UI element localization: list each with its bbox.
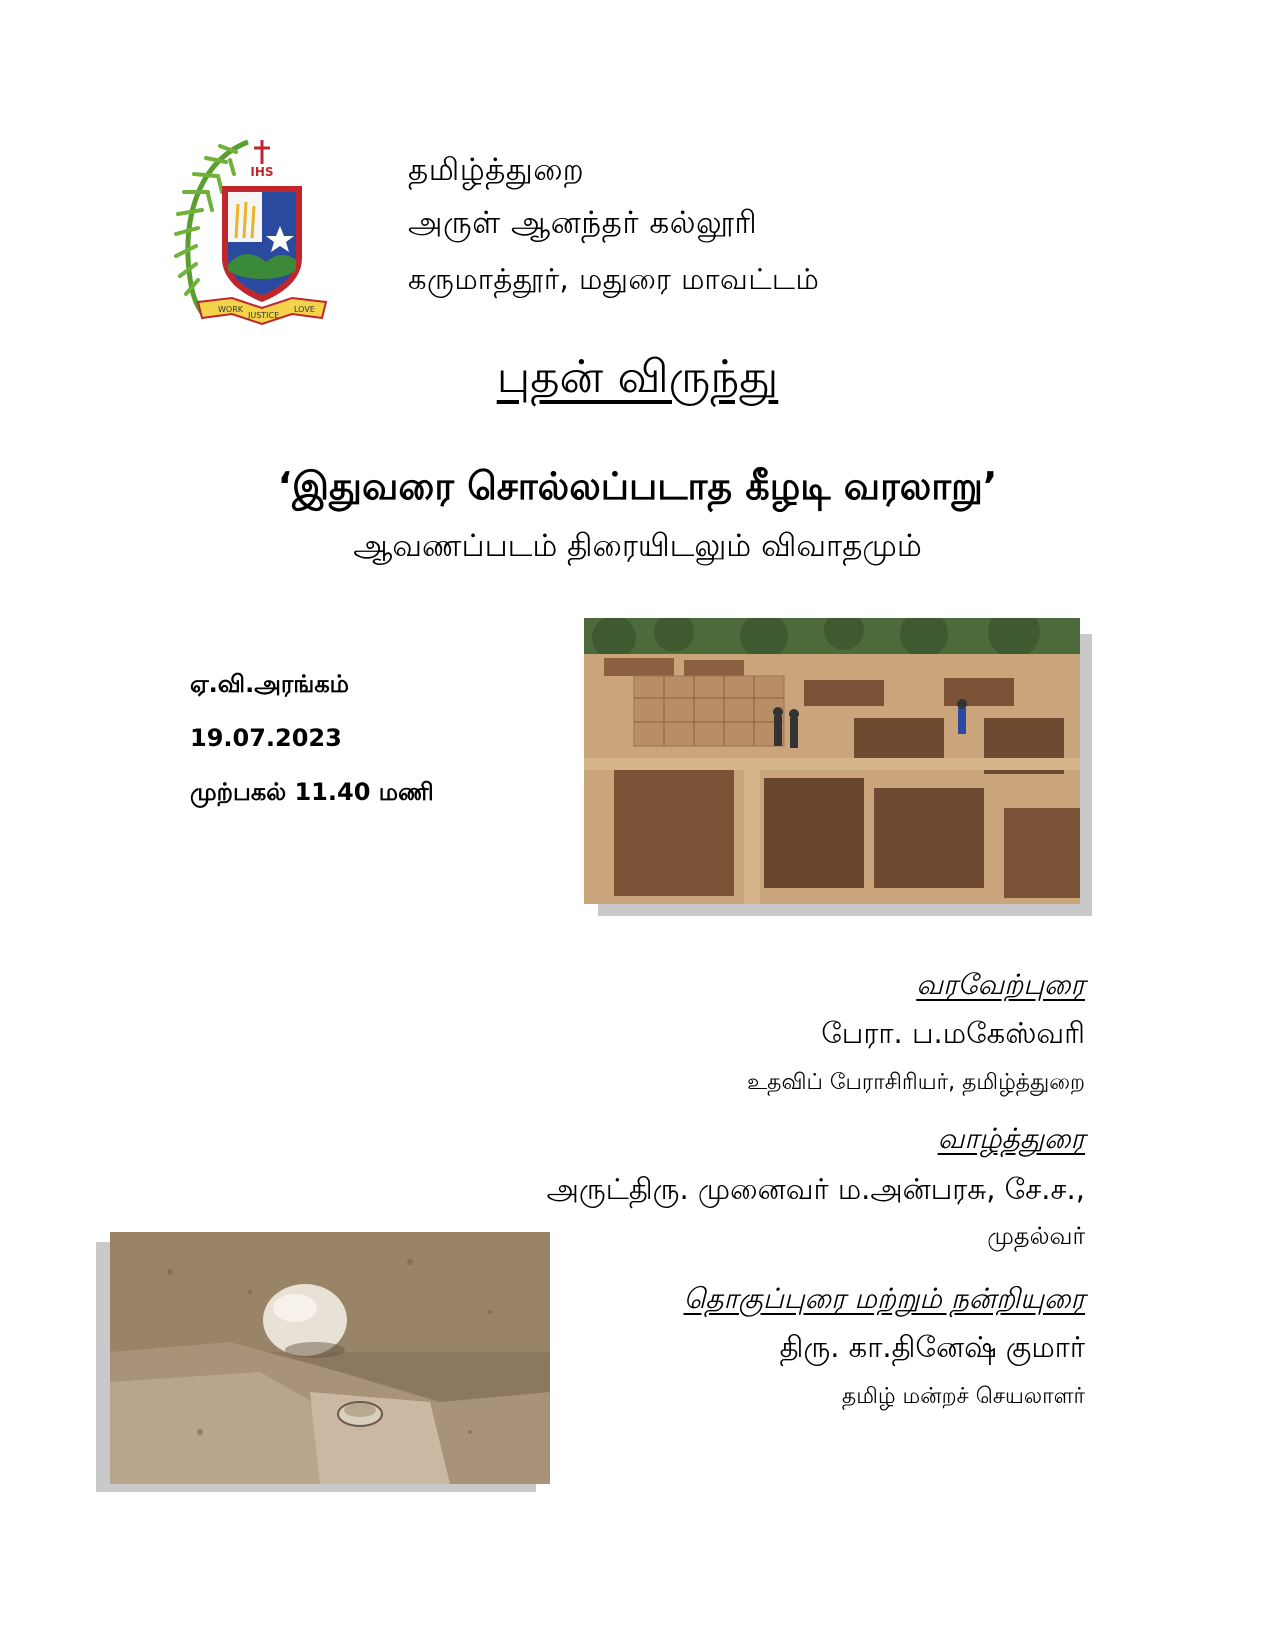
- motto-2: JUSTICE: [248, 311, 280, 320]
- greeting-speaker-name: அருட்திரு. முனைவர் ம.அன்பரசு, சே.ச.,: [546, 1172, 1085, 1206]
- pottery-artifact-photo: [110, 1232, 550, 1484]
- greeting-address-label: வாழ்த்துரை: [937, 1122, 1085, 1155]
- welcome-address-label: வரவேற்புரை: [916, 968, 1085, 1001]
- college-crest-icon: [170, 130, 350, 330]
- college-name: அருள் ஆனந்தர் கல்லூரி: [408, 205, 758, 241]
- motto-3: LOVE: [294, 305, 315, 314]
- film-title: ‘இதுவரை சொல்லப்படாத கீழடி வரலாறு’: [277, 464, 998, 508]
- summary-thanks-label: தொகுப்புரை மற்றும் நன்றியுரை: [683, 1282, 1085, 1315]
- welcome-speaker-designation: உதவிப் பேராசிரியர், தமிழ்த்துறை: [747, 1070, 1085, 1095]
- thanks-speaker-name: திரு. கா.தினேஷ் குமார்: [779, 1330, 1085, 1364]
- film-subtitle: ஆவணப்படம் திரையிடலும் விவாதமும்: [353, 528, 922, 564]
- event-title: புதன் விருந்து: [496, 350, 779, 403]
- motto-1: WORK: [218, 305, 244, 314]
- greeting-speaker-designation: முதல்வர்: [987, 1222, 1085, 1250]
- event-time: முற்பகல் 11.40 மணி: [190, 778, 434, 806]
- excavation-site-photo: [584, 618, 1080, 904]
- department-name: தமிழ்த்துறை: [408, 152, 585, 188]
- welcome-speaker-name: பேரா. ப.மகேஸ்வரி: [821, 1016, 1085, 1050]
- emblem-text: IHS: [250, 165, 274, 179]
- thanks-speaker-designation: தமிழ் மன்றச் செயலாளர்: [841, 1384, 1085, 1409]
- event-date: 19.07.2023: [190, 724, 342, 752]
- college-location: கருமாத்தூர், மதுரை மாவட்டம்: [408, 262, 820, 296]
- venue: ஏ.வி.அரங்கம்: [190, 670, 349, 698]
